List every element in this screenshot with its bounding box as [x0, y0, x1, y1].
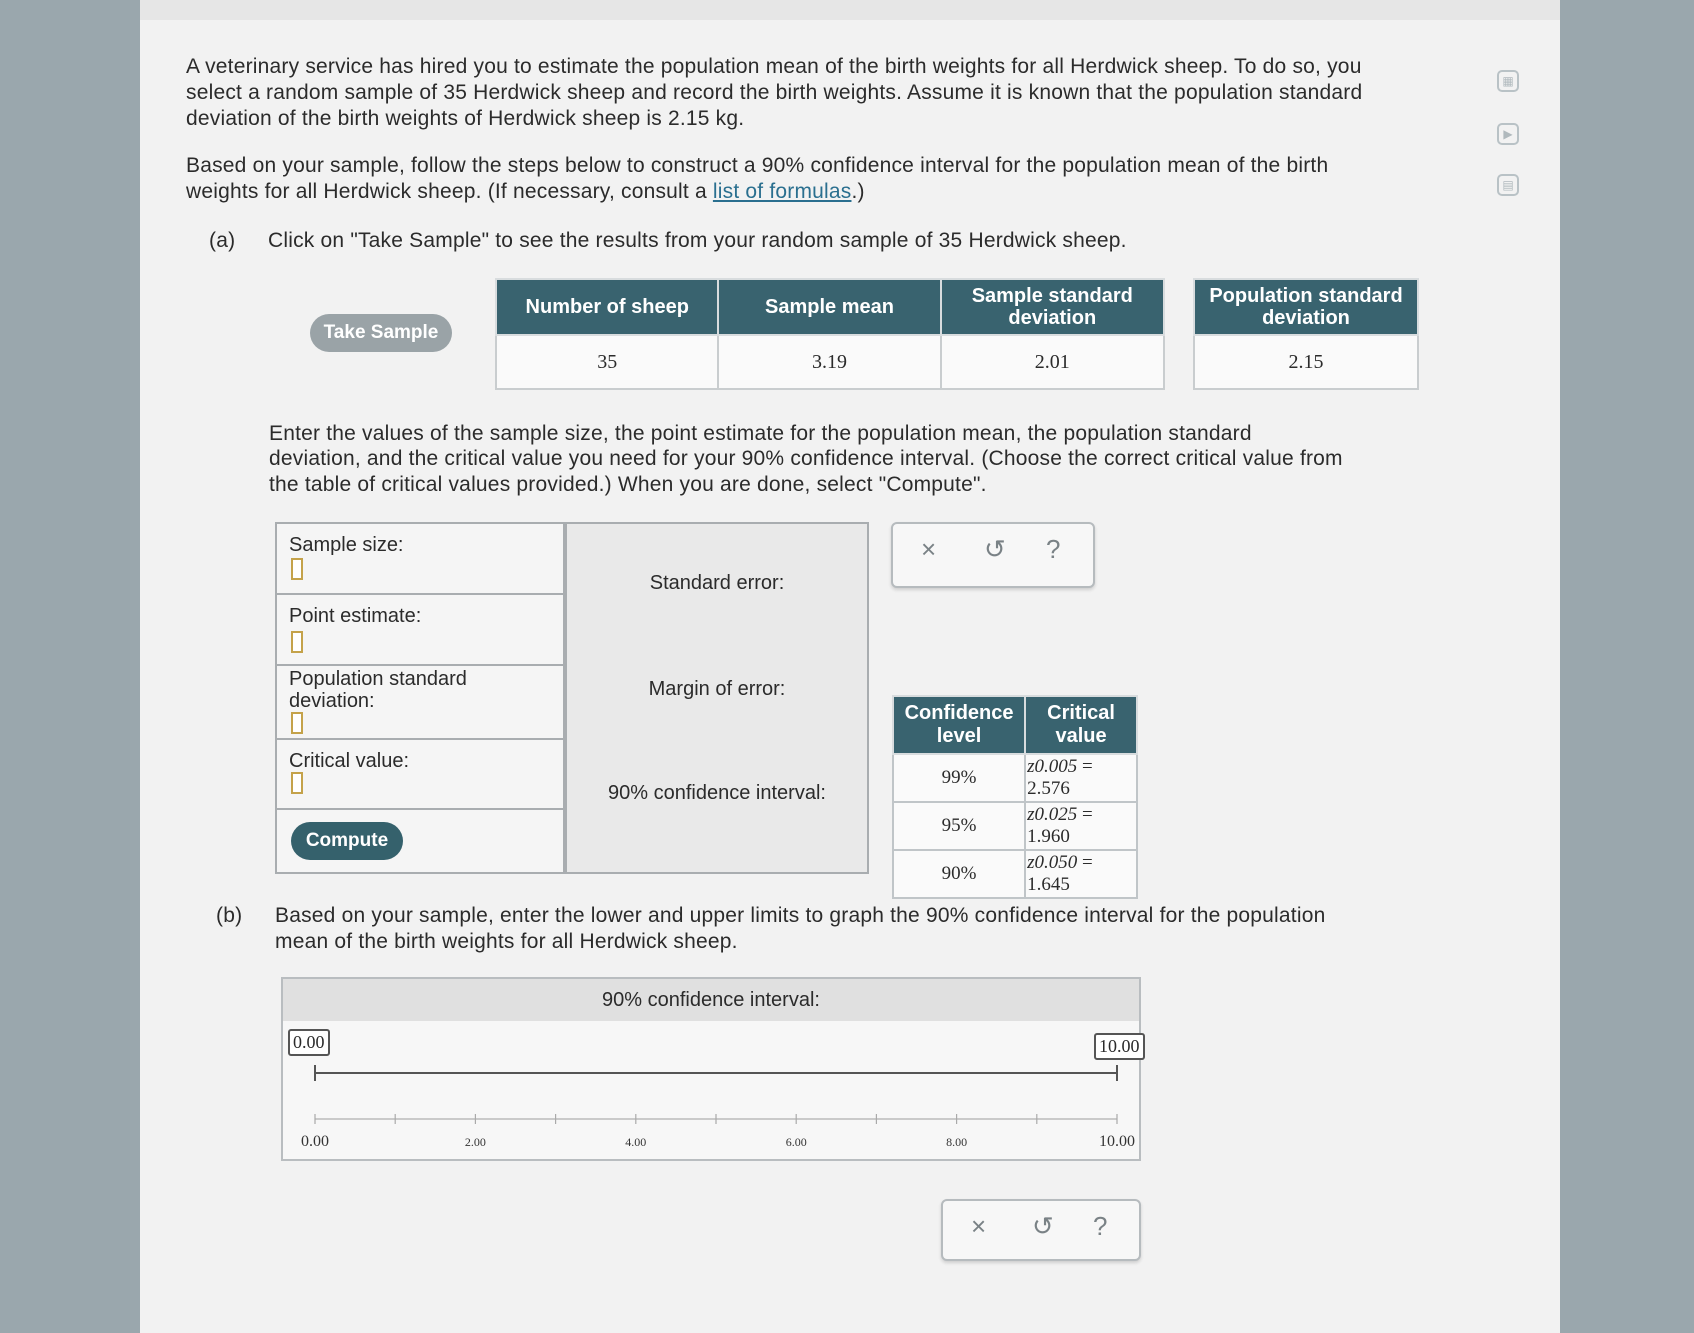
answer-toolbox-b [941, 1199, 1141, 1261]
z-symbol-95: z0.025 [1027, 804, 1078, 825]
undo-button-a[interactable]: ↺ [984, 534, 1006, 564]
lower-limit-box[interactable]: 0.00 [288, 1029, 330, 1056]
intro-line-3: deviation of the birth weights of Herdwick sheep is 2.15 kg. [186, 107, 745, 130]
help-button-b[interactable]: ? [1093, 1211, 1108, 1241]
standard-error-label: Standard error: [649, 572, 785, 594]
calculator-icon[interactable]: ▦ [1497, 70, 1519, 92]
ci-graph-panel [281, 977, 1141, 1161]
critical-row-99 [893, 754, 1137, 802]
critical-value-label: Critical value: [289, 750, 410, 772]
enter-instruction-2: deviation, and the critical value you need for your 90% confidence interval. (Choose the correct critical value from [269, 447, 1343, 470]
take-sample-button[interactable]: Take Sample [310, 314, 452, 352]
ci-graph-title: 90% confidence interval: [283, 979, 1139, 1021]
header-population-sd: Population standard deviation [1194, 279, 1418, 335]
intro-line-5-end: .) [851, 180, 865, 203]
header-number-of-sheep: Number of sheep [496, 279, 718, 335]
top-bar [140, 0, 1560, 20]
sample-size-input[interactable] [291, 558, 303, 580]
video-icon[interactable]: ▶ [1497, 123, 1519, 145]
header-sample-sd: Sample standard deviation [941, 279, 1164, 335]
critical-values-table [892, 695, 1138, 899]
value-population-sd: 2.15 [1194, 335, 1418, 389]
point-estimate-cell [277, 595, 563, 666]
sample-size-cell [277, 524, 563, 595]
clear-button-a[interactable]: × [921, 534, 937, 564]
intro-line-1: A veterinary service has hired you to estimate the population mean of the birth weights for all Herdwick sheep. To do so, you [186, 55, 1362, 78]
intro-line-5 [186, 179, 865, 205]
axis-tick-label: 2.00 [464, 1135, 486, 1149]
part-b-line-2: mean of the birth weights for all Herdwick sheep. [275, 930, 738, 953]
population-sd-table [1193, 278, 1419, 390]
level-95: 95% [893, 802, 1025, 850]
intro-line-2: select a random sample of 35 Herdwick sheep and record the birth weights. Assume it is known that the population standard [186, 81, 1363, 104]
undo-button-b[interactable]: ↺ [1032, 1211, 1054, 1241]
header-confidence-level: Confidence level [893, 696, 1025, 754]
point-estimate-input[interactable] [291, 631, 303, 653]
z-symbol-90: z0.050 [1027, 852, 1078, 873]
data-icon[interactable]: ▤ [1497, 174, 1519, 196]
enter-instruction-3: the table of critical values provided.) When you are done, select "Compute". [269, 473, 987, 496]
ci-number-line[interactable] [283, 979, 1139, 1159]
axis-tick-label: 0.00 [301, 1133, 329, 1150]
critical-value-90: 1.645 [1027, 874, 1070, 895]
part-a-instruction: Click on "Take Sample" to see the results from your random sample of 35 Herdwick sheep. [268, 229, 1127, 252]
axis-tick-label: 10.00 [1099, 1133, 1135, 1150]
answer-toolbox-a [891, 522, 1095, 588]
margin-of-error-label: Margin of error: [648, 678, 786, 700]
compute-cell [277, 810, 563, 874]
results-panel [565, 522, 869, 874]
axis-tick-label: 6.00 [785, 1135, 807, 1149]
critical-95: z0.025 = 1.960 [1025, 802, 1137, 850]
enter-instruction-1: Enter the values of the sample size, the point estimate for the population mean, the population standard [269, 422, 1252, 445]
clear-button-b[interactable]: × [971, 1211, 987, 1241]
confidence-interval-label: 90% confidence interval: [608, 782, 826, 804]
intro-line-5-text: weights for all Herdwick sheep. (If necessary, consult a [186, 180, 713, 203]
critical-value-95: 1.960 [1027, 826, 1070, 847]
point-estimate-label: Point estimate: [289, 605, 422, 627]
pop-sd-label-1: Population standard [289, 668, 467, 690]
critical-99: z0.005 = 2.576 [1025, 754, 1137, 802]
axis-tick-label: 4.00 [625, 1135, 647, 1149]
part-a-label: (a) [209, 229, 236, 252]
critical-row-90 [893, 850, 1137, 898]
level-90: 90% [893, 850, 1025, 898]
upper-limit-box[interactable]: 10.00 [1094, 1033, 1145, 1060]
critical-value-input[interactable] [291, 772, 303, 794]
axis-tick-label: 8.00 [946, 1135, 968, 1149]
z-symbol-99: z0.005 [1027, 756, 1078, 777]
compute-button[interactable]: Compute [291, 822, 403, 860]
critical-row-95 [893, 802, 1137, 850]
header-critical-value: Critical value [1025, 696, 1137, 754]
value-sample-sd: 2.01 [941, 335, 1164, 389]
value-sample-mean: 3.19 [718, 335, 940, 389]
header-sample-mean: Sample mean [718, 279, 940, 335]
value-number-of-sheep: 35 [496, 335, 718, 389]
formulas-link[interactable]: list of formulas [712, 180, 852, 203]
critical-value-99: 2.576 [1027, 778, 1070, 799]
level-99: 99% [893, 754, 1025, 802]
sample-size-label: Sample size: [289, 534, 404, 556]
pop-sd-input[interactable] [291, 712, 303, 734]
part-b-label: (b) [216, 904, 243, 927]
help-button-a[interactable]: ? [1046, 534, 1061, 564]
sample-results-table [495, 278, 1165, 390]
critical-value-cell [277, 740, 563, 810]
pop-sd-cell [277, 666, 563, 740]
part-b-line-1: Based on your sample, enter the lower and upper limits to graph the 90% confidence interval for the population [275, 904, 1326, 927]
pop-sd-label-2: deviation: [289, 690, 375, 712]
intro-line-4: Based on your sample, follow the steps below to construct a 90% confidence interval for the population mean of the birth [186, 154, 1329, 177]
input-panel [275, 522, 565, 874]
critical-90: z0.050 = 1.645 [1025, 850, 1137, 898]
